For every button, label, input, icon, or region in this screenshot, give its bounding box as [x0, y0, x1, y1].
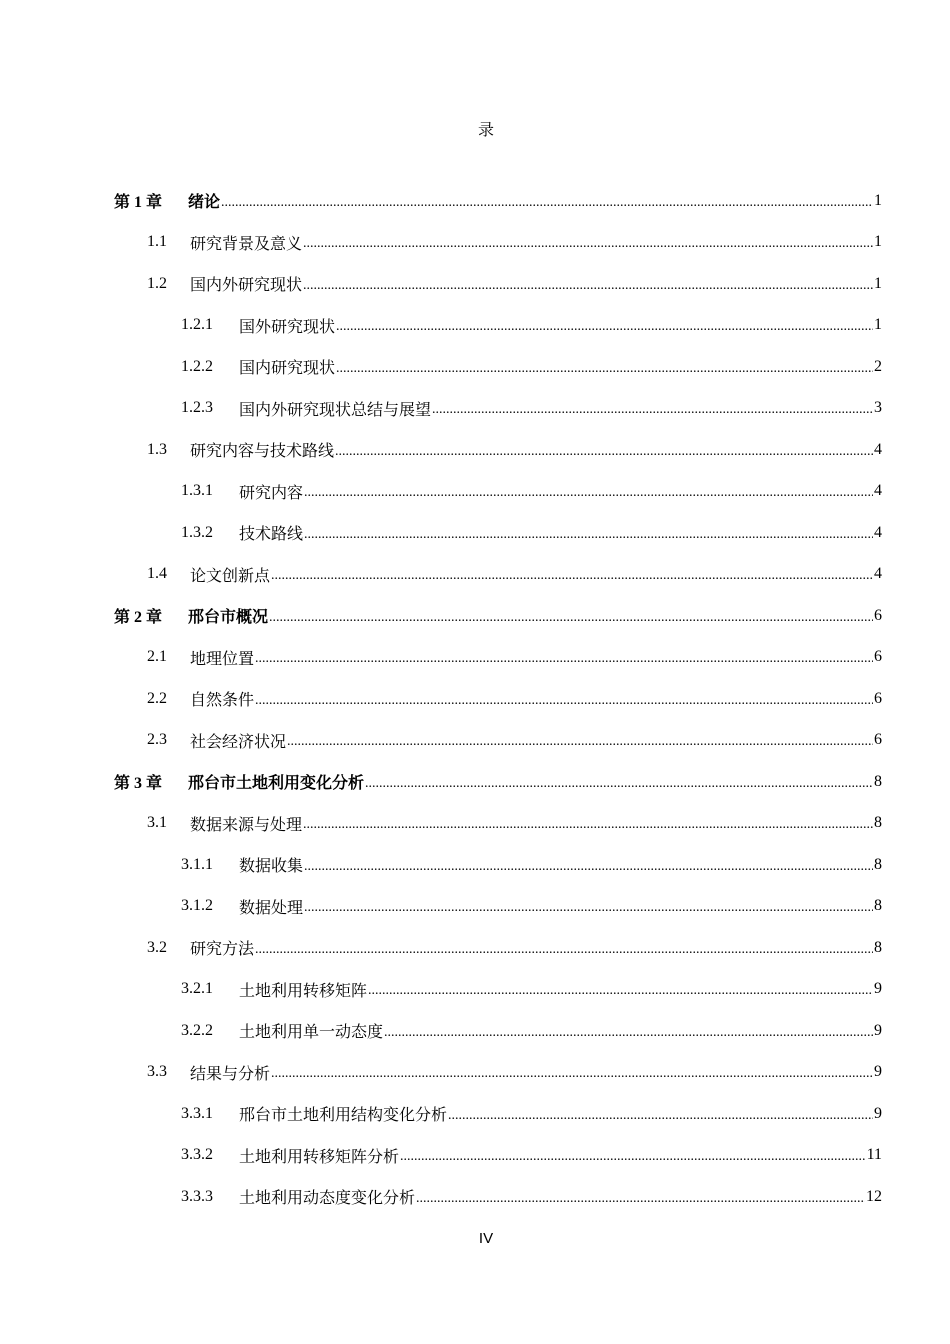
toc-entry-page: 11	[866, 1146, 882, 1164]
toc-entry-number: 3.1.2	[181, 897, 213, 915]
toc-entry-title: 国内外研究现状总结与展望	[239, 399, 432, 419]
toc-entry-title: 土地利用转移矩阵	[239, 980, 368, 1000]
toc-entry-title: 结果与分析	[190, 1063, 271, 1083]
toc-entry-title: 研究内容	[239, 482, 304, 502]
toc-entry-number: 3.2.1	[181, 980, 213, 998]
toc-entry-page: 12	[866, 1187, 882, 1205]
toc-entry-number: 2.3	[147, 731, 167, 749]
toc-entry[interactable]	[0, 678, 950, 720]
toc-dot-leader	[304, 900, 873, 916]
toc-entry[interactable]	[0, 803, 950, 845]
toc-entry-number: 3.3.3	[181, 1187, 213, 1205]
toc-entry-page: 2	[874, 357, 882, 375]
toc-entry-number: 3.3.1	[181, 1104, 213, 1122]
toc-entry-number: 1.3.1	[181, 482, 213, 500]
toc-entry-title: 地理位置	[190, 648, 255, 668]
toc-dot-leader	[221, 195, 873, 211]
toc-entry-page: 6	[874, 648, 882, 666]
toc-dot-leader	[255, 651, 873, 667]
toc-entry[interactable]	[0, 969, 950, 1011]
toc-dot-leader	[255, 693, 873, 709]
toc-entry[interactable]	[0, 595, 950, 637]
toc-dot-leader	[335, 444, 873, 460]
toc-entry-title: 国内研究现状	[239, 358, 336, 378]
toc-entry-page: 8	[874, 772, 882, 790]
toc-entry-title: 技术路线	[239, 524, 304, 544]
toc-entry[interactable]	[0, 305, 950, 347]
toc-dot-leader	[303, 278, 873, 294]
toc-dot-leader	[365, 776, 873, 792]
toc-entry-page: 9	[874, 1063, 882, 1081]
toc-entry[interactable]	[0, 346, 950, 388]
toc-entry-number: 第 2 章	[114, 609, 163, 627]
toc-entry-title: 研究背景及意义	[190, 233, 303, 253]
toc-entry-title: 社会经济状况	[190, 731, 287, 751]
toc-entry[interactable]	[0, 886, 950, 928]
toc-entry-number: 3.1	[147, 814, 167, 832]
toc-entry-page: 1	[874, 191, 882, 209]
toc-entry[interactable]	[0, 1010, 950, 1052]
toc-dot-leader	[304, 527, 873, 543]
toc-entry[interactable]	[0, 761, 950, 803]
toc-entry-title: 国外研究现状	[239, 316, 336, 336]
page-title: 录	[477, 120, 494, 139]
toc-entry-title: 数据来源与处理	[190, 814, 303, 834]
toc-entry-page: 1	[874, 274, 882, 292]
toc-entry-number: 3.3.2	[181, 1146, 213, 1164]
toc-entry[interactable]	[0, 637, 950, 679]
toc-entry-number: 3.3	[147, 1063, 167, 1081]
toc-dot-leader	[255, 942, 873, 958]
toc-entry-number: 2.1	[147, 648, 167, 666]
toc-entry-title: 土地利用转移矩阵分析	[239, 1146, 400, 1166]
toc-entry-title: 论文创新点	[190, 565, 271, 585]
toc-entry[interactable]	[0, 222, 950, 264]
toc-dot-leader	[269, 610, 873, 626]
toc-entry-page: 4	[874, 523, 882, 541]
toc-entry-number: 1.2.2	[181, 357, 213, 375]
toc-entry[interactable]	[0, 554, 950, 596]
toc-entry-title: 邢台市土地利用变化分析	[188, 773, 365, 793]
toc-entry-number: 1.4	[147, 565, 167, 583]
toc-entry-number: 1.3	[147, 440, 167, 458]
toc-entry-number: 1.2.1	[181, 316, 213, 334]
toc-entry-number: 1.2.3	[181, 399, 213, 417]
toc-dot-leader	[432, 402, 873, 418]
toc-entry[interactable]	[0, 1135, 950, 1177]
toc-entry-number: 3.2	[147, 938, 167, 956]
toc-dot-leader	[271, 1066, 873, 1082]
toc-dot-leader	[336, 319, 873, 335]
toc-entry-page: 1	[874, 233, 882, 251]
toc-entry[interactable]	[0, 263, 950, 305]
toc-entry-page: 4	[874, 440, 882, 458]
toc-entry[interactable]	[0, 1176, 950, 1218]
toc-entry-number: 2.2	[147, 689, 167, 707]
toc-dot-leader	[287, 734, 873, 750]
table-of-contents	[0, 180, 950, 1218]
toc-entry[interactable]	[0, 844, 950, 886]
toc-entry[interactable]	[0, 927, 950, 969]
toc-entry-number: 3.2.2	[181, 1021, 213, 1039]
toc-dot-leader	[303, 236, 873, 252]
toc-dot-leader	[303, 817, 873, 833]
toc-entry[interactable]	[0, 1093, 950, 1135]
toc-entry-number: 1.1	[147, 233, 167, 251]
toc-entry[interactable]	[0, 388, 950, 430]
toc-entry[interactable]	[0, 512, 950, 554]
toc-dot-leader	[336, 361, 873, 377]
toc-entry-title: 邢台市土地利用结构变化分析	[239, 1105, 448, 1125]
toc-dot-leader	[304, 859, 873, 875]
toc-entry-page: 8	[874, 814, 882, 832]
toc-entry-page: 3	[874, 399, 882, 417]
toc-entry-number: 1.2	[147, 274, 167, 292]
toc-entry-title: 国内外研究现状	[190, 275, 303, 295]
toc-entry-page: 9	[874, 980, 882, 998]
toc-entry-page: 1	[874, 316, 882, 334]
toc-entry-title: 研究内容与技术路线	[190, 441, 335, 461]
toc-dot-leader	[448, 1108, 873, 1124]
toc-entry-title: 数据收集	[239, 856, 304, 876]
toc-entry-page: 8	[874, 897, 882, 915]
toc-entry-title: 绪论	[188, 192, 221, 212]
toc-entry-number: 3.1.1	[181, 855, 213, 873]
toc-dot-leader	[271, 568, 873, 584]
toc-dot-leader	[416, 1191, 865, 1207]
toc-entry-number: 第 3 章	[114, 775, 163, 793]
toc-entry-title: 数据处理	[239, 897, 304, 917]
toc-entry-title: 邢台市概况	[188, 607, 269, 627]
toc-entry-page: 8	[874, 938, 882, 956]
toc-entry-page: 6	[874, 606, 882, 624]
toc-entry-page: 8	[874, 855, 882, 873]
toc-entry-page: 4	[874, 565, 882, 583]
toc-dot-leader	[368, 983, 873, 999]
toc-entry-number: 第 1 章	[114, 194, 163, 212]
toc-entry[interactable]	[0, 1052, 950, 1094]
toc-entry-title: 土地利用动态度变化分析	[239, 1188, 416, 1208]
toc-entry-page: 4	[874, 482, 882, 500]
toc-entry-title: 土地利用单一动态度	[239, 1022, 384, 1042]
toc-entry[interactable]	[0, 429, 950, 471]
toc-entry[interactable]	[0, 471, 950, 513]
toc-entry-page: 6	[874, 689, 882, 707]
toc-dot-leader	[384, 1025, 873, 1041]
toc-entry-title: 研究方法	[190, 939, 255, 959]
toc-entry-number: 1.3.2	[181, 523, 213, 541]
page-number: IV	[478, 1230, 494, 1247]
toc-entry-page: 6	[874, 731, 882, 749]
toc-entry-page: 9	[874, 1104, 882, 1122]
toc-entry[interactable]	[0, 720, 950, 762]
toc-entry-page: 9	[874, 1021, 882, 1039]
toc-entry[interactable]	[0, 180, 950, 222]
toc-dot-leader	[400, 1149, 866, 1165]
toc-entry-title: 自然条件	[190, 690, 255, 710]
toc-dot-leader	[304, 485, 873, 501]
